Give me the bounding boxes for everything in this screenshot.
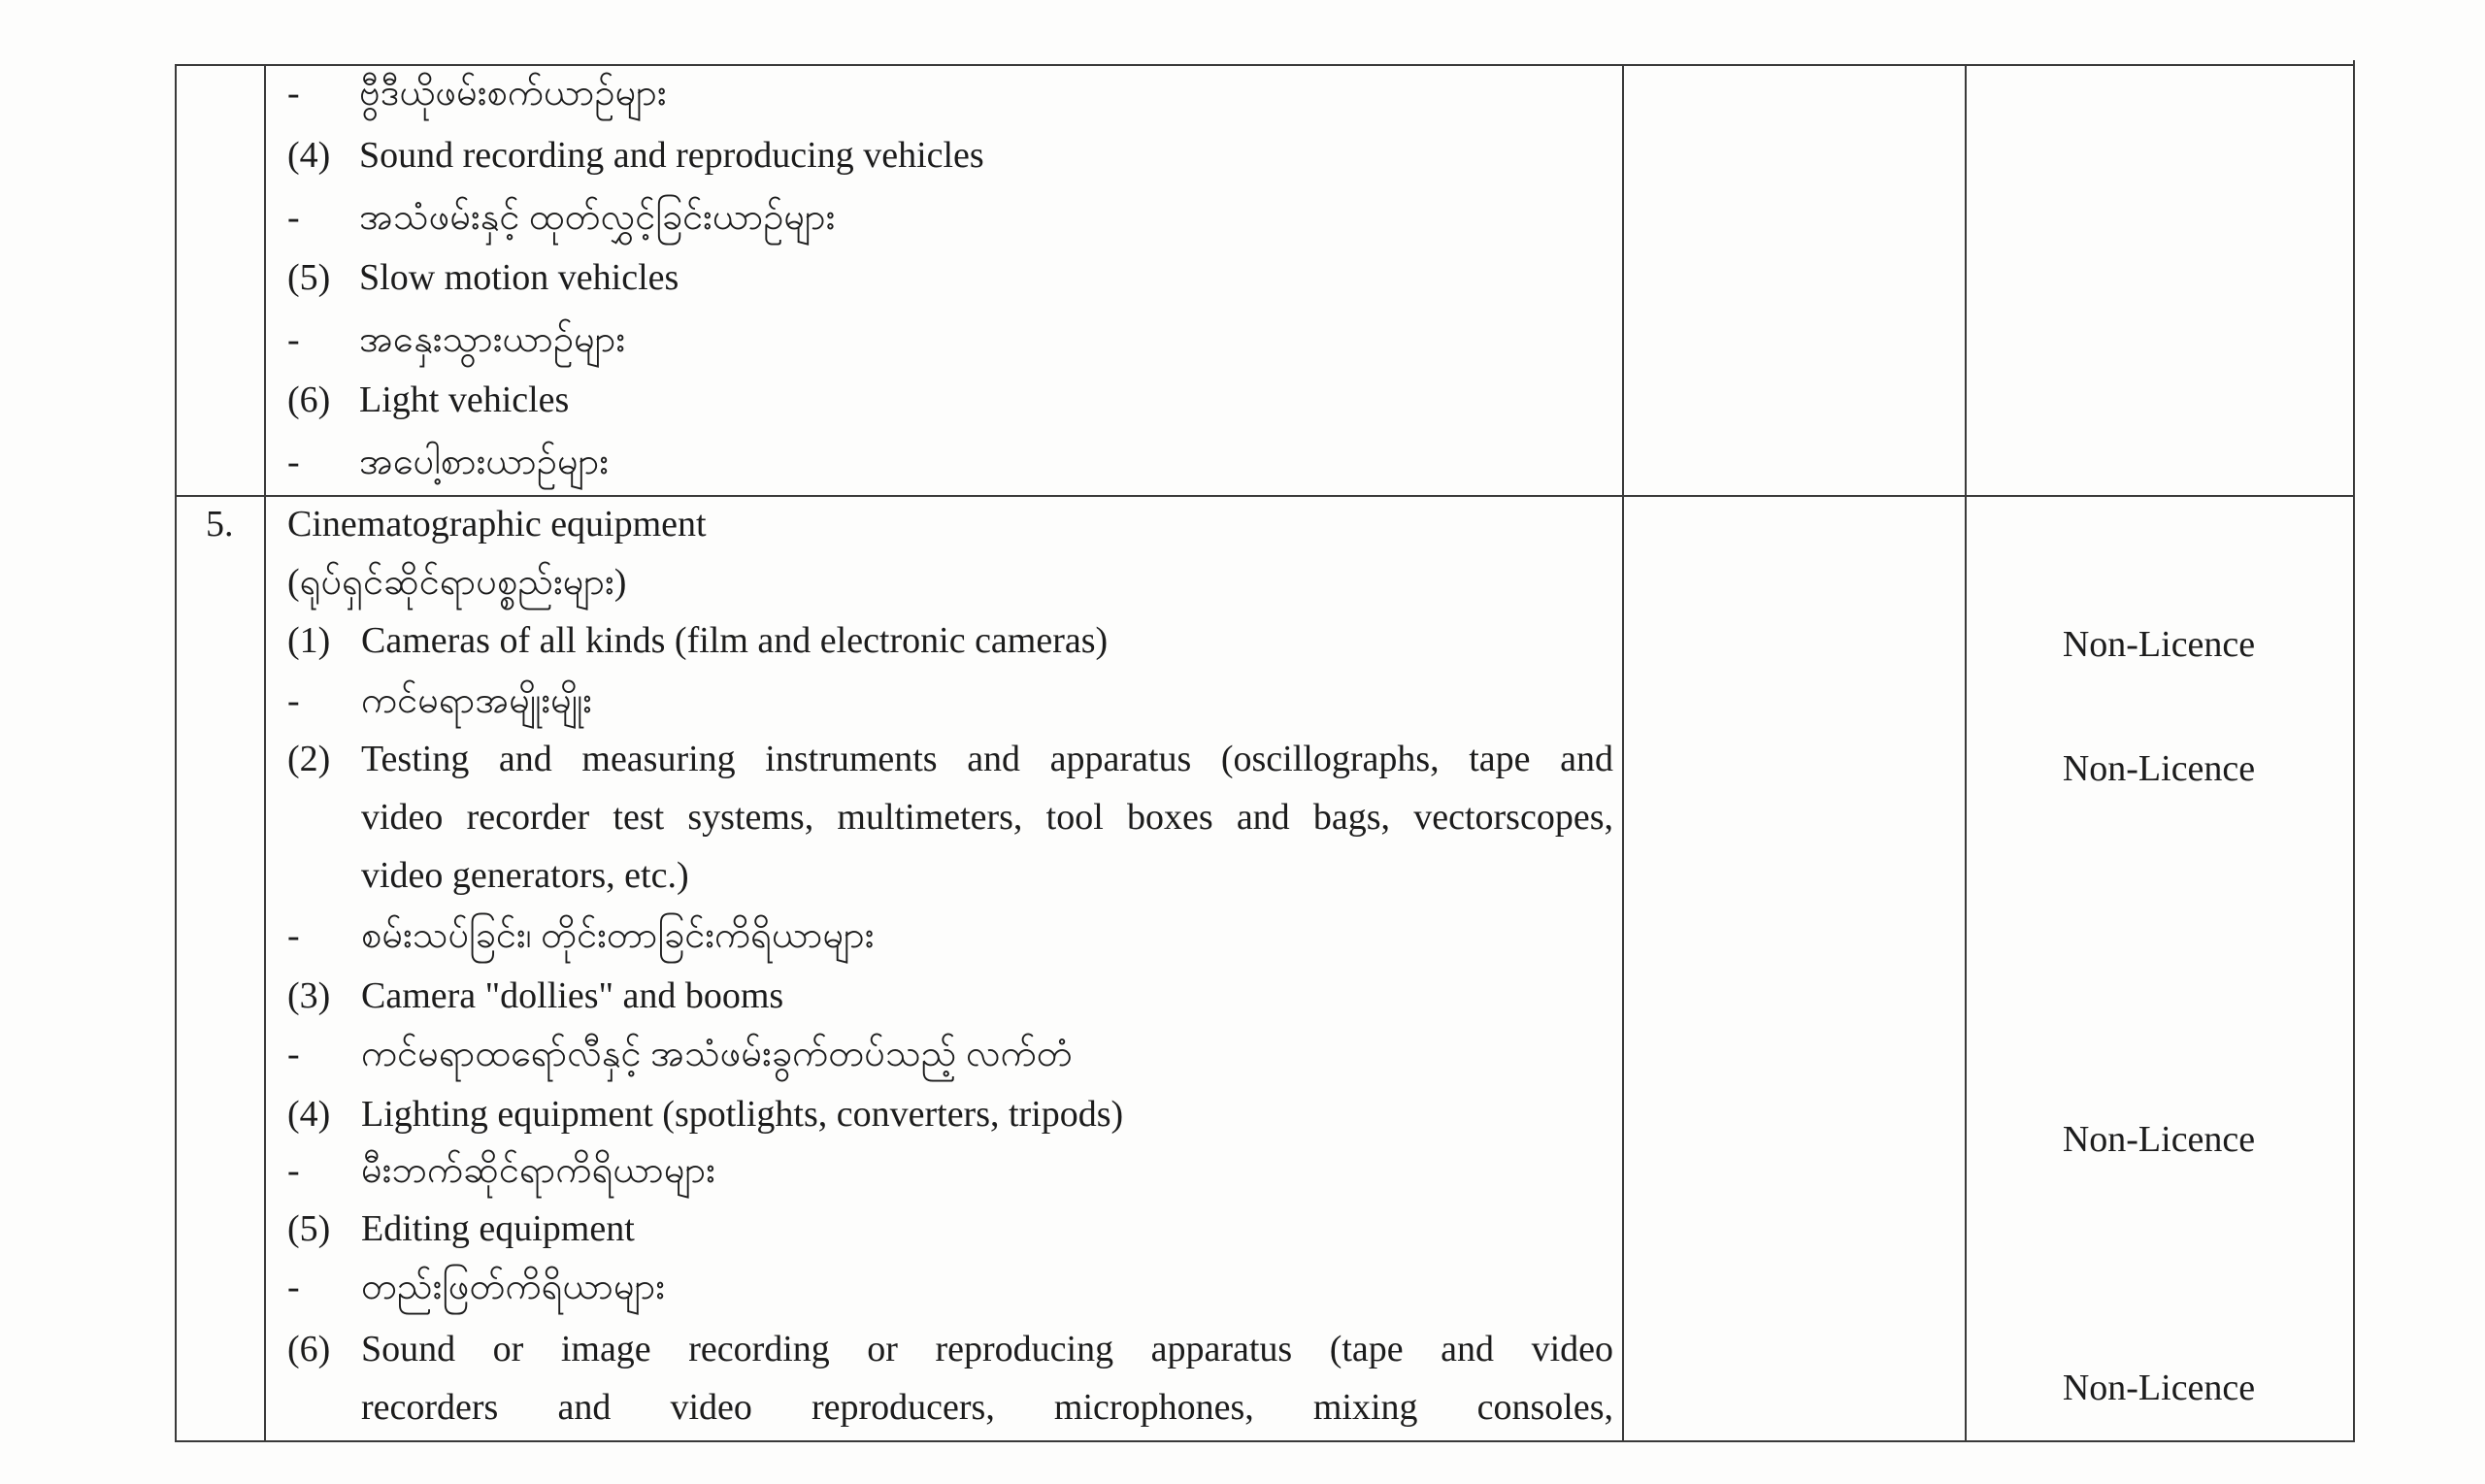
list-item-text: Slow motion vehicles bbox=[359, 257, 679, 298]
list-item-mm: အသံဖမ်းနှင့် ထုတ်လွှင့်ခြင်းယာဉ်များ bbox=[359, 197, 836, 238]
list-item-text-line: video generators, etc.) bbox=[361, 855, 689, 896]
list-item-mm: အပေါ့စားယာဉ်များ bbox=[359, 442, 609, 482]
list-item-text-line: Testing and measuring instruments and apparatus (oscillographs, tape and bbox=[361, 739, 1613, 779]
list-dash: - bbox=[287, 1267, 300, 1307]
list-item-text: Cameras of all kinds (film and electronic cameras) bbox=[361, 620, 1109, 661]
table-border-top bbox=[175, 64, 2355, 66]
row-divider bbox=[175, 495, 2355, 497]
section-title: Cinematographic equipment bbox=[287, 504, 707, 544]
list-item-number: (1) bbox=[287, 620, 331, 661]
list-item-mm: ဗွီဒီယိုဖမ်းစက်ယာဉ်များ bbox=[359, 73, 667, 114]
list-dash: - bbox=[287, 319, 300, 360]
list-item-text: Sound recording and reproducing vehicles bbox=[359, 135, 984, 176]
list-item-number: (3) bbox=[287, 975, 331, 1016]
list-item-text-line: video recorder test systems, multimeters, tool boxes and bags, vectorscopes, bbox=[361, 797, 1613, 838]
list-dash: - bbox=[287, 197, 300, 238]
list-item-text: Editing equipment bbox=[361, 1208, 635, 1249]
list-item-text-line: recorders and video reproducers, microphones, mixing consoles, bbox=[361, 1387, 1613, 1428]
list-item-text: Camera "dollies" and booms bbox=[361, 975, 784, 1016]
list-item-mm: စမ်းသပ်ခြင်း၊ တိုင်းတာခြင်းကိရိယာများ bbox=[361, 915, 875, 956]
column-divider-number bbox=[264, 64, 266, 1440]
list-item-text-line: Sound or image recording or reproducing apparatus (tape and video bbox=[361, 1329, 1613, 1369]
table-border-left bbox=[175, 64, 177, 1440]
licence-status: Non-Licence bbox=[2062, 1119, 2256, 1160]
list-item-text: Lighting equipment (spotlights, converters, tripods) bbox=[361, 1094, 1124, 1135]
list-dash: - bbox=[287, 915, 300, 956]
table-border-right bbox=[2353, 60, 2355, 1442]
list-item-mm: မီးဘက်ဆိုင်ရာကိရိယာများ bbox=[361, 1150, 715, 1191]
list-item-number: (5) bbox=[287, 257, 331, 298]
list-item-mm: အနှေးသွားယာဉ်များ bbox=[359, 319, 626, 360]
list-dash: - bbox=[287, 680, 300, 721]
list-item-number: (4) bbox=[287, 135, 331, 176]
licence-status: Non-Licence bbox=[2062, 624, 2256, 665]
list-item-number: (2) bbox=[287, 739, 331, 779]
list-item-mm: တည်းဖြတ်ကိရိယာများ bbox=[361, 1267, 665, 1307]
licence-status: Non-Licence bbox=[2062, 748, 2256, 789]
table-border-bottom bbox=[175, 1440, 2355, 1442]
list-item-text: Light vehicles bbox=[359, 379, 570, 420]
list-item-number: (5) bbox=[287, 1208, 331, 1249]
list-item-number: (6) bbox=[287, 1329, 331, 1369]
licence-status: Non-Licence bbox=[2062, 1368, 2256, 1408]
list-dash: - bbox=[287, 1150, 300, 1191]
section-title-mm: (ရုပ်ရှင်ဆိုင်ရာပစ္စည်းများ) bbox=[287, 562, 627, 603]
list-dash: - bbox=[287, 1034, 300, 1074]
list-item-number: (6) bbox=[287, 379, 331, 420]
column-divider-description bbox=[1622, 64, 1624, 1440]
section-number: 5. bbox=[206, 504, 234, 544]
list-dash: - bbox=[287, 442, 300, 482]
list-item-number: (4) bbox=[287, 1094, 331, 1135]
list-item-mm: ကင်မရာထရော်လီနှင့် အသံဖမ်းခွက်တပ်သည့် လက်တံ bbox=[361, 1034, 1073, 1074]
list-item-mm: ကင်မရာအမျိုးမျိုး bbox=[361, 680, 592, 721]
list-dash: - bbox=[287, 73, 300, 114]
